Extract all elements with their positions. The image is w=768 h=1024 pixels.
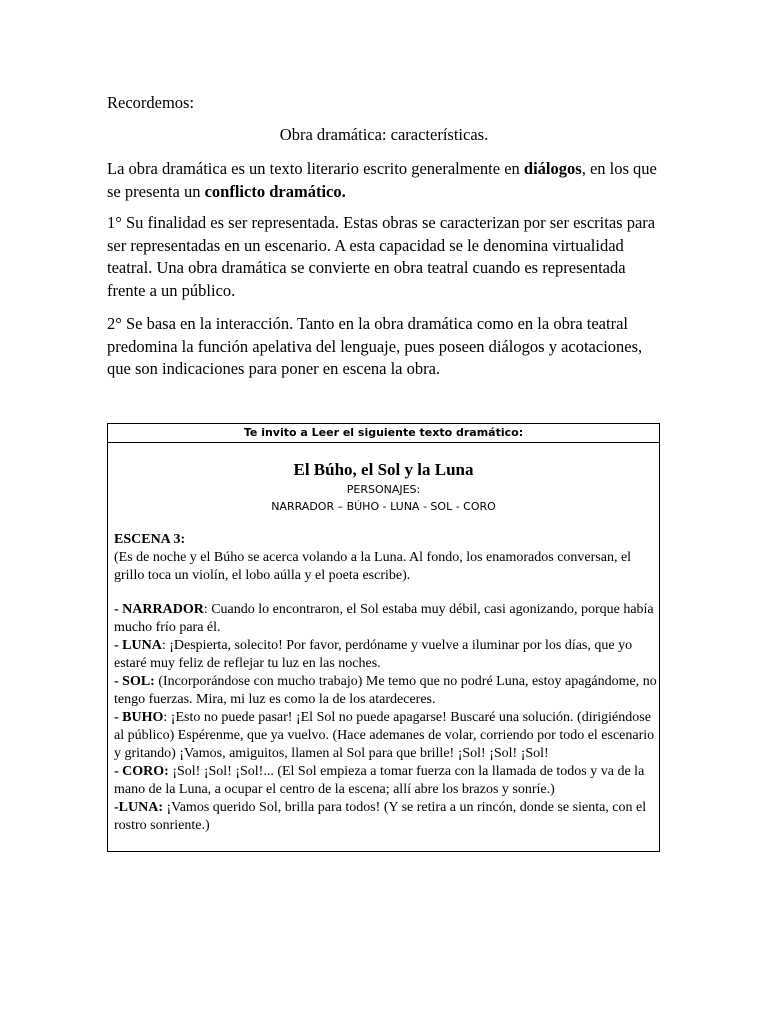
speaker-name: - SOL: (114, 674, 155, 689)
paragraph-finalidad: 1° Su finalidad es ser representada. Estas obras se caracterizan por ser escritas para ser representadas en un escenario. A esta capacidad se le denomina virtualidad teatral. Una obra dramática se convierte en obra teatral cuando es representada frente a un público. (107, 213, 656, 300)
personajes-list: NARRADOR – BÚHO - LUNA - SOL - CORO (271, 500, 496, 513)
speaker-name: - NARRADOR (114, 602, 204, 617)
dialogue-line (114, 709, 659, 763)
dialogue-line (114, 637, 659, 673)
intro-bold-conflicto: conflicto dramático. (204, 181, 346, 201)
intro-heading: Recordemos: (107, 93, 195, 112)
dialogue-text: ¡Vamos querido Sol, brilla para todos! (Y se retira a un rincón, donde se sienta, con el rostro sonriente.) (114, 800, 647, 833)
scene-label: ESCENA 3: (114, 532, 186, 547)
dialogue-line (114, 673, 659, 709)
scene-description: (Es de noche y el Búho se acerca volando a la Luna. Al fondo, los enamorados conversan, el grillo toca un violín, el lobo aúlla y el poeta escribe). (114, 550, 632, 583)
intro-text-2: , en los que se presenta un (107, 159, 657, 201)
speaker-name: - LUNA (114, 638, 162, 653)
speaker-name: - BUHO (114, 710, 164, 725)
dialogue-text: (Incorporándose con mucho trabajo) Me temo que no podré Luna, estoy apagándome, no tengo fuerzas. Mira, mi luz es como la de los atardeceres. (114, 674, 657, 707)
intro-bold-dialogos: diálogos (523, 159, 582, 178)
intro-paragraph (107, 158, 667, 203)
dialogue-line (114, 763, 659, 799)
box-header: Te invito a Leer el siguiente texto dramático: (108, 424, 659, 443)
dialogue-line (114, 799, 659, 835)
dramatic-text-box (107, 423, 660, 852)
dialogue-text: ¡Sol! ¡Sol! ¡Sol!... (El Sol empieza a tomar fuerza con la llamada de todos y va de la mano de la Luna, a ocupar el centro de la escena; allí abre los brazos y sonríe.) (114, 764, 645, 797)
speaker-name: -LUNA: (114, 800, 163, 815)
speaker-name: - CORO: (114, 764, 169, 779)
dialogue-text: : ¡Despierta, solecito! Por favor, perdóname y vuelve a iluminar por los días, que yo estaré muy feliz de reflejar tu luz en las noches. (114, 638, 633, 671)
dialogue-text: : Cuando lo encontraron, el Sol estaba muy débil, casi agonizando, porque había mucho frío para él. (114, 602, 654, 635)
section-title: Obra dramática: características. (279, 125, 489, 144)
intro-text-1: La obra dramática es un texto literario escrito generalmente en (107, 159, 524, 178)
scene-body (114, 531, 659, 835)
dialogue-line (114, 601, 659, 637)
dialogue-text: : ¡Esto no puede pasar! ¡El Sol no puede apagarse! Buscaré una solución. (dirigiéndose al público) Espérenme, que ya vuelvo. (Hace ademanes de volar, corriendo por todo el escenario y gritando) ¡Vamos, amiguitos, llamen al Sol para que brille! ¡Sol! ¡Sol! ¡Sol! (114, 710, 655, 761)
personajes-label: PERSONAJES: (346, 483, 421, 496)
paragraph-interaccion: 2° Se basa en la interacción. Tanto en la obra dramática como en la obra teatral predomina la función apelativa del lenguaje, pues poseen diálogos y acotaciones, que son indicaciones para poner en escena la obra. (107, 314, 643, 378)
play-title: El Búho, el Sol y la Luna (293, 460, 474, 479)
